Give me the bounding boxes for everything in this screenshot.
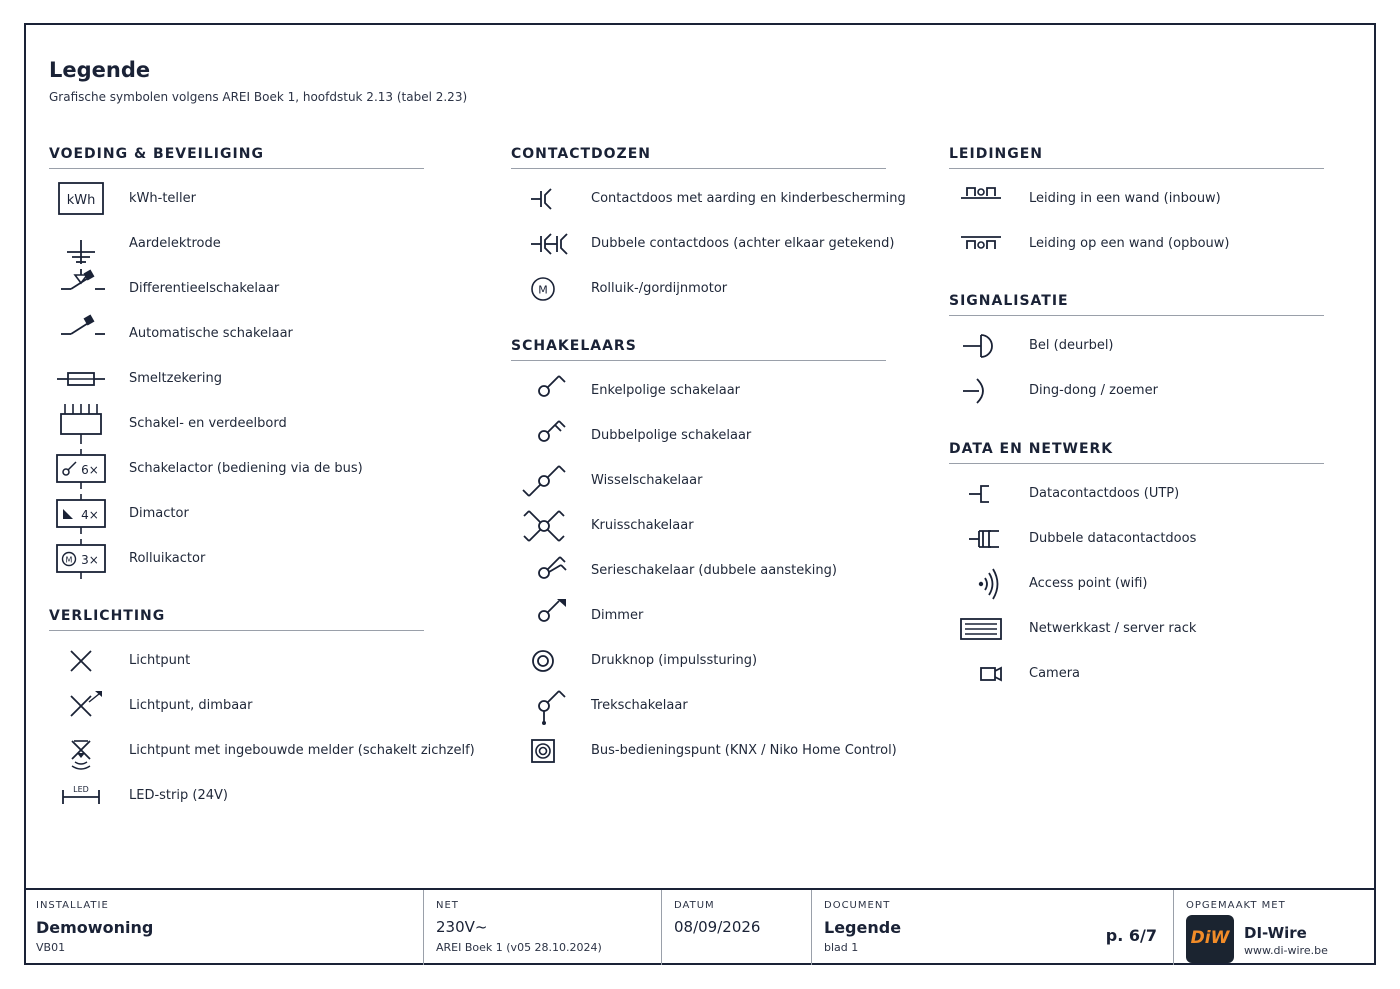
titleblock-caption: INSTALLATIE	[36, 900, 109, 911]
titleblock-opgemaakt	[1174, 890, 1374, 965]
two-way-switch-icon	[511, 461, 575, 501]
circuit-breaker-icon	[49, 314, 113, 354]
page-subtitle: Grafische symbolen volgens AREI Boek 1, hoofdstuk 2.13 (tabel 2.23)	[49, 90, 468, 104]
dim-actuator-icon	[49, 494, 113, 534]
legend-label: Bus-bedieningspunt (KNX / Niko Home Control)	[591, 743, 897, 758]
section-title-verlichting: VERLICHTING	[49, 608, 166, 624]
dimmer-icon	[511, 596, 575, 636]
legend-label: Access point (wifi)	[1029, 576, 1148, 591]
bell-icon	[949, 326, 1013, 366]
fuse-icon	[49, 359, 113, 399]
section-rule	[949, 463, 1324, 464]
legend-label: Smeltzekering	[129, 371, 222, 386]
kwh-meter-tag: kWh	[66, 193, 96, 208]
titleblock-document	[812, 890, 1174, 965]
camera-icon	[949, 654, 1013, 694]
socket-icon	[511, 179, 575, 219]
document-name: Legende	[824, 918, 902, 937]
legend-label: kWh-teller	[129, 191, 196, 206]
brand-url: www.di-wire.be	[1244, 944, 1328, 957]
legend-label: Serieschakelaar (dubbele aansteking)	[591, 563, 837, 578]
cross-switch-icon	[511, 506, 575, 546]
double-socket-icon	[511, 224, 575, 264]
section-rule	[511, 360, 886, 361]
series-switch-icon	[511, 551, 575, 591]
document-date: 08/09/2026	[674, 918, 761, 936]
legend-label: Leiding in een wand (inbouw)	[1029, 191, 1221, 206]
document-sheet: blad 1	[824, 941, 859, 954]
section-title-data: DATA EN NETWERK	[949, 441, 1114, 457]
legend-label: Kruisschakelaar	[591, 518, 694, 533]
legend-label: Ding-dong / zoemer	[1029, 383, 1158, 398]
legend-label: Lichtpunt	[129, 653, 191, 668]
section-title-schakelaars: SCHAKELAARS	[511, 338, 637, 354]
double-data-socket-icon	[949, 519, 1013, 559]
rcd-switch-icon	[49, 269, 113, 309]
title-block	[24, 888, 1376, 965]
wiring-flush-icon	[949, 179, 1013, 219]
legend-label: Lichtpunt met ingebouwde melder (schakelt zichzelf)	[129, 743, 475, 758]
page-title: Legende	[49, 58, 151, 82]
installation-name: Demowoning	[36, 918, 154, 937]
section-rule	[511, 168, 886, 169]
legend-label: Dubbelpolige schakelaar	[591, 428, 752, 443]
installation-code: VB01	[36, 941, 66, 954]
led-strip-icon	[49, 776, 113, 816]
legend-label: Aardelektrode	[129, 236, 221, 251]
wiring-surface-icon	[949, 224, 1013, 264]
legend-label: Differentieelschakelaar	[129, 281, 280, 296]
kwh-meter-icon	[49, 179, 113, 219]
titleblock-caption: OPGEMAAKT MET	[1186, 900, 1286, 911]
logo-mark: DiW	[1190, 928, 1230, 948]
section-title-voeding: VOEDING & BEVEILIGING	[49, 146, 264, 162]
legend-label: Rolluikactor	[129, 551, 206, 566]
actuator-count: 4×	[81, 508, 99, 522]
legend-label: Rolluik-/gordijnmotor	[591, 281, 728, 296]
server-rack-icon	[949, 609, 1013, 649]
legend-label: Schakel- en verdeelbord	[129, 416, 287, 431]
page-number: p. 6/7	[1105, 926, 1157, 945]
section-rule	[49, 168, 424, 169]
legend-label: Camera	[1029, 666, 1081, 681]
titleblock-datum	[662, 890, 812, 965]
data-socket-icon	[949, 474, 1013, 514]
single-pole-switch-icon	[511, 371, 575, 411]
distribution-board-icon	[49, 404, 113, 444]
section-title-leidingen: LEIDINGEN	[949, 146, 1044, 162]
shutter-actuator-icon	[49, 539, 113, 579]
light-point-sensor-icon	[49, 731, 113, 771]
legend-label: Schakelactor (bediening via de bus)	[129, 461, 363, 476]
wifi-access-point-icon	[949, 564, 1013, 604]
legend-label: Datacontactdoos (UTP)	[1029, 486, 1180, 501]
titleblock-caption: DOCUMENT	[824, 900, 891, 911]
titleblock-caption: DATUM	[674, 900, 715, 911]
titleblock-caption: NET	[436, 900, 459, 911]
titleblock-net	[424, 890, 662, 965]
legend-label: Dubbele datacontactdoos	[1029, 531, 1197, 546]
legend-label: LED-strip (24V)	[129, 788, 228, 803]
light-point-dimmable-icon	[49, 686, 113, 726]
buzzer-icon	[949, 371, 1013, 411]
legend-label: Trekschakelaar	[591, 698, 688, 713]
light-point-icon	[49, 641, 113, 681]
net-standard: AREI Boek 1 (v05 28.10.2024)	[436, 941, 602, 954]
diwire-logo	[1186, 915, 1234, 963]
legend-label: Contactdoos met aarding en kinderbescherming	[591, 191, 906, 206]
actuator-count: 6×	[81, 463, 99, 477]
section-rule	[949, 315, 1324, 316]
legend-label: Bel (deurbel)	[1029, 338, 1114, 353]
legend-label: Automatische schakelaar	[129, 326, 293, 341]
double-pole-switch-icon	[511, 416, 575, 456]
brand-name: DI-Wire	[1244, 924, 1307, 942]
legend-label: Netwerkkast / server rack	[1029, 621, 1197, 636]
legend-label: Dubbele contactdoos (achter elkaar getekend)	[591, 236, 895, 251]
motor-tag: M	[65, 555, 73, 565]
switch-actuator-icon	[49, 449, 113, 489]
earth-electrode-icon	[49, 224, 113, 264]
legend-label: Lichtpunt, dimbaar	[129, 698, 253, 713]
legend-label: Drukknop (impulssturing)	[591, 653, 758, 668]
legend-label: Leiding op een wand (opbouw)	[1029, 236, 1230, 251]
push-button-icon	[511, 641, 575, 681]
pull-switch-icon	[511, 686, 575, 726]
legend-label: Dimmer	[591, 608, 644, 623]
section-rule	[949, 168, 1324, 169]
net-voltage: 230V~	[436, 918, 488, 936]
legend-label: Dimactor	[129, 506, 189, 521]
legend-label: Wisselschakelaar	[591, 473, 703, 488]
section-rule	[49, 630, 424, 631]
legend-label: Enkelpolige schakelaar	[591, 383, 741, 398]
motor-icon	[511, 269, 575, 309]
section-title-signalisatie: SIGNALISATIE	[949, 293, 1069, 309]
titleblock-installatie	[24, 890, 424, 965]
actuator-count: 3×	[81, 553, 99, 567]
section-title-contactdozen: CONTACTDOZEN	[511, 146, 651, 162]
led-tag: LED	[73, 785, 89, 794]
bus-control-point-icon	[511, 731, 575, 771]
motor-tag: M	[538, 283, 548, 297]
